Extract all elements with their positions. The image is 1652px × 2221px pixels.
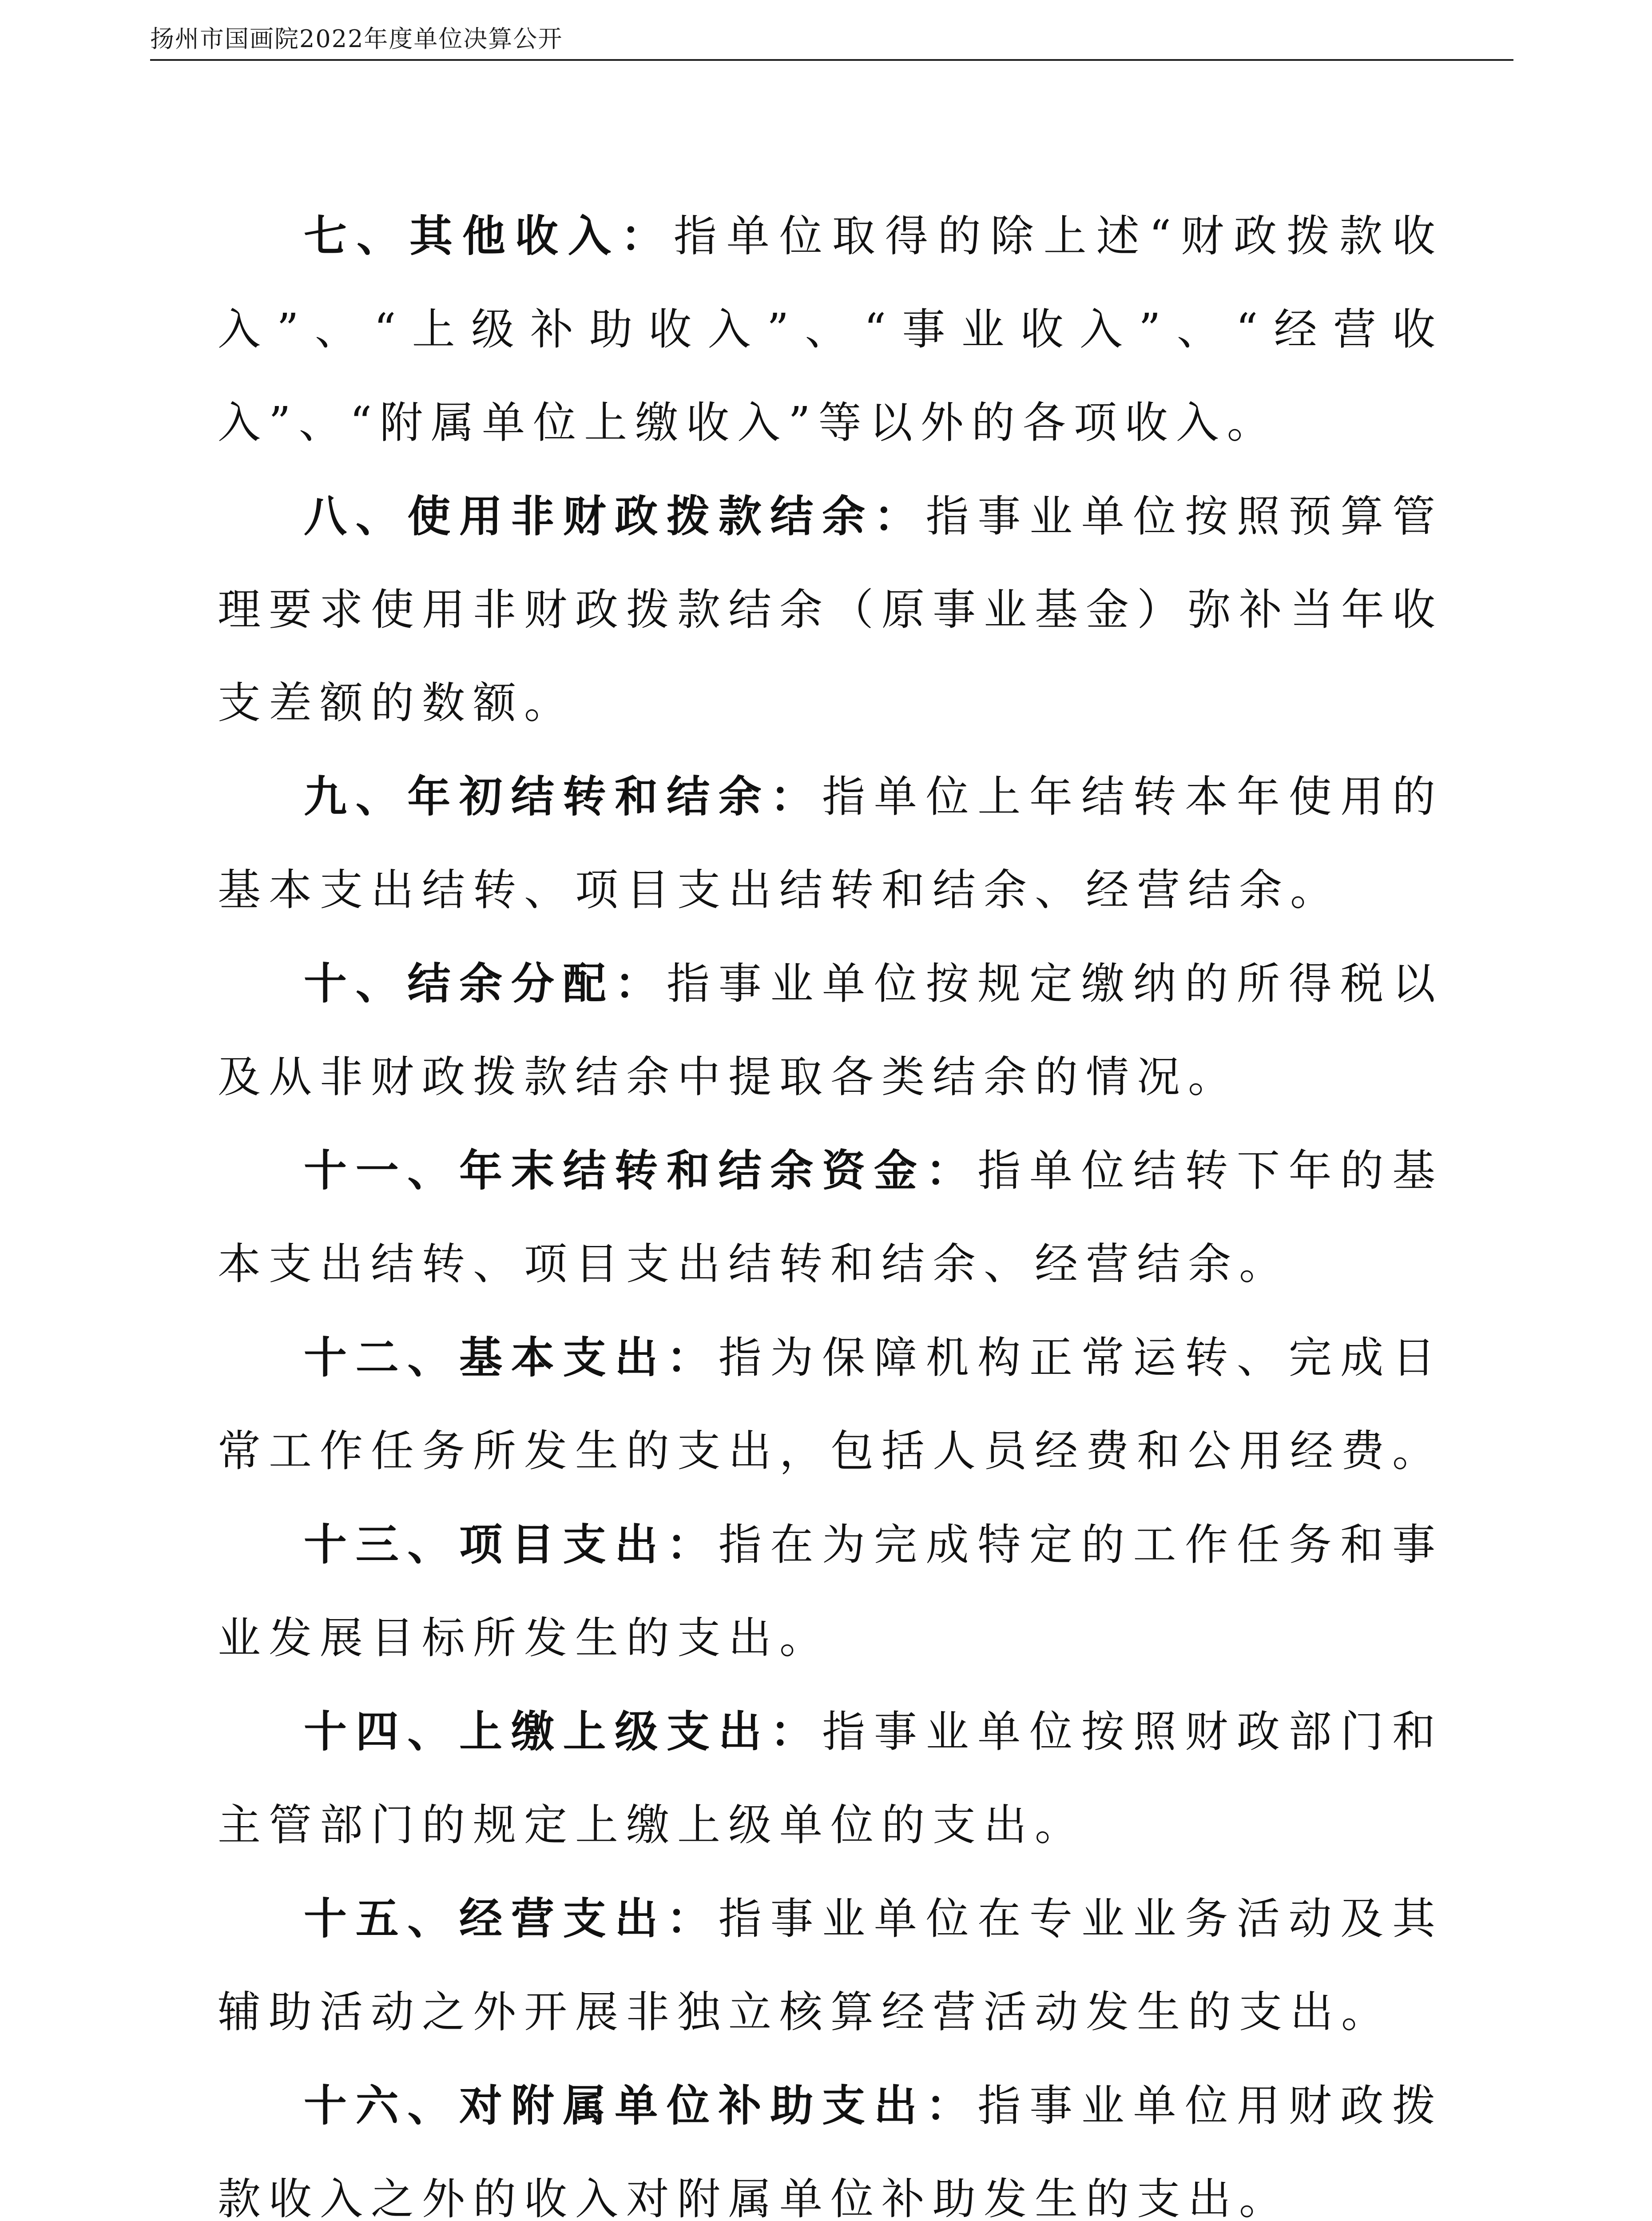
term-heading: 十一、年末结转和结余资金：: [304, 1145, 978, 1196]
term-heading: 十六、对附属单位补助支出：: [304, 2080, 978, 2131]
paragraph-opening-carryover: [218, 750, 1443, 937]
term-heading: 十五、经营支出：: [304, 1893, 719, 1944]
paragraph-non-fiscal-balance-use: [218, 470, 1443, 750]
term-definition: 指事业单位用财政拨款收入之外的收入对附属单位补助发生的支出。: [218, 2081, 1444, 2221]
term-heading: 九、年初结转和结余：: [304, 771, 822, 822]
term-heading: 十三、项目支出：: [304, 1519, 719, 1570]
term-definition: 指事业单位在专业业务活动及其辅助活动之外开展非独立核算经营活动发生的支出。: [218, 1894, 1444, 2037]
paragraph-basic-expenditure: [218, 1311, 1443, 1498]
term-definition: 指单位结转下年的基本支出结转、项目支出结转和结余、经营结余。: [218, 1146, 1444, 1289]
term-definition: 指事业单位按规定缴纳的所得税以及从非财政拨款结余中提取各类结余的情况。: [218, 959, 1443, 1102]
paragraph-closing-carryover: [218, 1124, 1443, 1311]
paragraph-business-expenditure: [218, 1872, 1443, 2059]
term-definition: 指为保障机构正常运转、完成日常工作任务所发生的支出，包括人员经费和公用经费。: [218, 1333, 1444, 1476]
paragraph-other-income: [218, 189, 1443, 470]
term-definition: 指单位上年结转本年使用的基本支出结转、项目支出结转和结余、经营结余。: [218, 772, 1444, 915]
paragraph-upper-level-payment: [218, 1685, 1443, 1872]
term-definition: 指单位取得的除上述“财政拨款收入”、“上级补助收入”、“事业收入”、“经营收入”、“附属单位上缴收入”等以外的各项收入。: [218, 211, 1444, 448]
term-definition: 指在为完成特定的工作任务和事业发展目标所发生的支出。: [218, 1520, 1444, 1663]
paragraph-balance-distribution: [218, 937, 1443, 1124]
paragraph-project-expenditure: [218, 1498, 1443, 1685]
header-rule: [150, 59, 1513, 61]
term-heading: 八、使用非财政拨款结余：: [304, 491, 926, 541]
term-heading: 十二、基本支出：: [304, 1332, 719, 1383]
term-heading: 十、结余分配：: [304, 958, 667, 1009]
document-body: [218, 189, 1443, 2221]
running-header: 扬州市国画院2022年度单位决算公开: [150, 25, 563, 53]
term-definition: 指事业单位按照财政部门和主管部门的规定上缴上级单位的支出。: [218, 1707, 1444, 1850]
term-definition: 指事业单位按照预算管理要求使用非财政拨款结余（原事业基金）弥补当年收支差额的数额。: [218, 491, 1444, 728]
paragraph-subsidiary-subsidy: [218, 2059, 1443, 2221]
term-heading: 七、其他收入：: [304, 211, 674, 261]
term-heading: 十四、上缴上级支出：: [304, 1706, 822, 1757]
